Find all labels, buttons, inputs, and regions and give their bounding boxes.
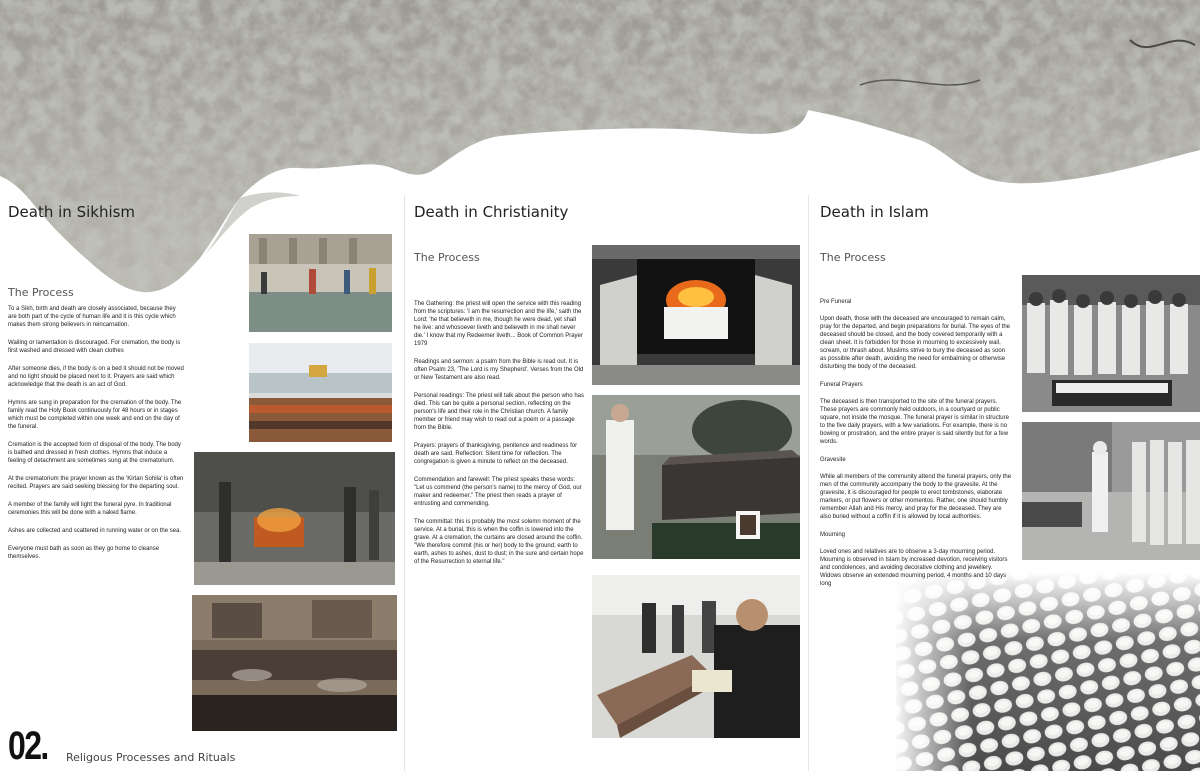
cremation-ghat-photo (192, 595, 397, 731)
christianity-paragraph: The Gathering: the priest will open the service with this reading from the scriptures: 'I am the resurrection and the life,' saith the Lord; 'he that believeth in me, though he were dead, yet shall he live: and whosoever liveth and believeth in me shall never die.' I know that my Redeemer liveth... Book of Common Prayer 1979 (414, 301, 583, 347)
christianity-text (414, 300, 584, 576)
islam-text (820, 298, 1012, 598)
cremation-furnace-photo (592, 245, 800, 385)
cremation-pyre-photo (194, 452, 395, 585)
section-number: 02. (8, 724, 48, 768)
prayer-congregation-photo (896, 572, 1200, 771)
sikhism-paragraph: After someone dies, if the body is on a bed it should not be moved and no light should be placed next to it. Prayers are said which acknowledge that the death is an act of God. (8, 366, 184, 388)
sikhism-paragraph: To a Sikh, birth and death are closely associated, because they are both part of the cycle of human life and it is this cycle which makes them strong believers in reincarnation. (8, 306, 176, 328)
golden-temple-bathing-photo (249, 234, 392, 332)
islam-title: Death in Islam (820, 203, 929, 221)
sikhism-text (8, 305, 184, 571)
prayer-reading-photo (592, 575, 800, 738)
sikhism-process-heading: The Process (8, 286, 74, 299)
priest-at-casket-photo (592, 395, 800, 559)
christianity-paragraph: Commendation and farewell: The priest speaks these words: "Let us commend (the person's name) to the mercy of God, our maker and redeemer." The priest then reads a prayer of entrusting and commending. (414, 477, 582, 507)
islam-section-text: Upon death, those with the deceased are encouraged to remain calm, pray for the departed, and begin preparations for burial. The eyes of the deceased should be closed, and the body covered temporarily with a clean sheet. It is forbidden for those in mourning to excessively wail, scream, or thrash about. Muslims strive to bury the deceased as soon as possible after death, avoiding the need for embalming or otherwise disturbing the body of the deceased. (820, 316, 1011, 370)
sikhism-paragraph: At the crematorium the prayer known as the 'Kirtan Sohila' is often recited. Prayers are said seeking blessing for the departing soul. (8, 476, 184, 490)
section-title: Religous Processes and Rituals (66, 751, 236, 764)
sikhism-paragraph: A member of the family will light the funeral pyre. In traditional ceremonies this will be done with a naked flame. (8, 502, 172, 516)
christianity-paragraph: Personal readings: The priest will talk about the person who has died. This can be quite a personal section, reflecting on the person's life and their role in the Christian church. A family member or friend may wish to read out a poem or a passage from the Bible. (414, 393, 584, 431)
christianity-process-heading: The Process (414, 251, 480, 264)
islam-process-heading: The Process (820, 251, 886, 264)
sikhism-paragraph: Wailing or lamentation is discouraged. For cremation, the body is first washed and dressed with clean clothes (8, 340, 181, 354)
islam-section-heading: Mourning (820, 532, 846, 538)
sikhism-paragraph: Ashes are collected and scattered in running water or on the sea. (8, 528, 182, 534)
christianity-title: Death in Christianity (414, 203, 569, 221)
islam-section-heading: Gravesite (820, 457, 846, 463)
islam-section-heading: Funeral Prayers (820, 382, 863, 388)
islam-section-heading: Pre Funeral (820, 299, 852, 305)
funeral-prayer-rows-photo (1022, 422, 1200, 560)
islam-section-text: While all members of the community attend the funeral prayers, only the men of the community accompany the body to the gravesite. At the gravesite, it is discouraged for people to erect tombstones, elaborate markers, or put flowers or other momentos. Rather, one should humbly remember Allah and His mercy, and pray for the deceased. They are also buried without a coffin if it is allowed by local authorities. (820, 474, 1012, 520)
sikhism-title: Death in Sikhism (8, 203, 136, 221)
islam-section-text: Loved ones and relatives are to observe a 3-day mourning period. Mourning is observed in Islam by increased devotion, receiving visitors and condolences, and avoiding decorative clothing and jewellery. Widows observe an extended mourning period, 4 months and 10 days long (820, 549, 1008, 587)
sikhism-paragraph: Hymns are sung in preparation for the cremation of the body. The family read the Holy Book continuously for 48 hours or in stages which must be completed within one week and end on the day of the funeral. (8, 400, 182, 430)
golden-temple-crowd-photo (249, 343, 392, 442)
sikhism-paragraph: Cremation is the accepted form of disposal of the body. The body is bathed and dressed in fresh clothes. Hymns that induce a feeling of detachment are sometimes sung at the crematorium. (8, 442, 181, 464)
islam-section-text: The deceased is then transported to the site of the funeral prayers. These prayers are commonly held outdoors, in a courtyard or public square, not inside the mosque. The funeral prayer is similar in structure to the five daily prayers, with a few variations. For example, there is no bowing or prostration, and the entire prayer is said silently but for a few words. (820, 399, 1009, 445)
christianity-paragraph: Prayers: prayers of thanksgiving, penitence and readiness for death are said. Reflection: Silent time for reflection. The congregation is given a minute to reflect on the deceased. (414, 443, 578, 465)
christianity-paragraph: Readings and sermon: a psalm from the Bible is read out. It is often Psalm 23, 'The Lord is my Shepherd'. Verses from the Old or New Testament are also read. (414, 359, 584, 381)
sikhism-paragraph: Everyone must bath as soon as they go home to cleanse themselves. (8, 546, 160, 560)
funeral-prayer-men-photo (1022, 275, 1200, 412)
christianity-paragraph: The committal: this is probably the most solemn moment of the service. At a burial, this is when the coffin is lowered into the grave. At a cremation, the curtains are closed around the coffin. "We therefore commit (his or her) body to the ground; earth to earth, ashes to ashes, dust to dust; in the sure and certain hope of the Resurrection to eternal life." (414, 519, 584, 565)
